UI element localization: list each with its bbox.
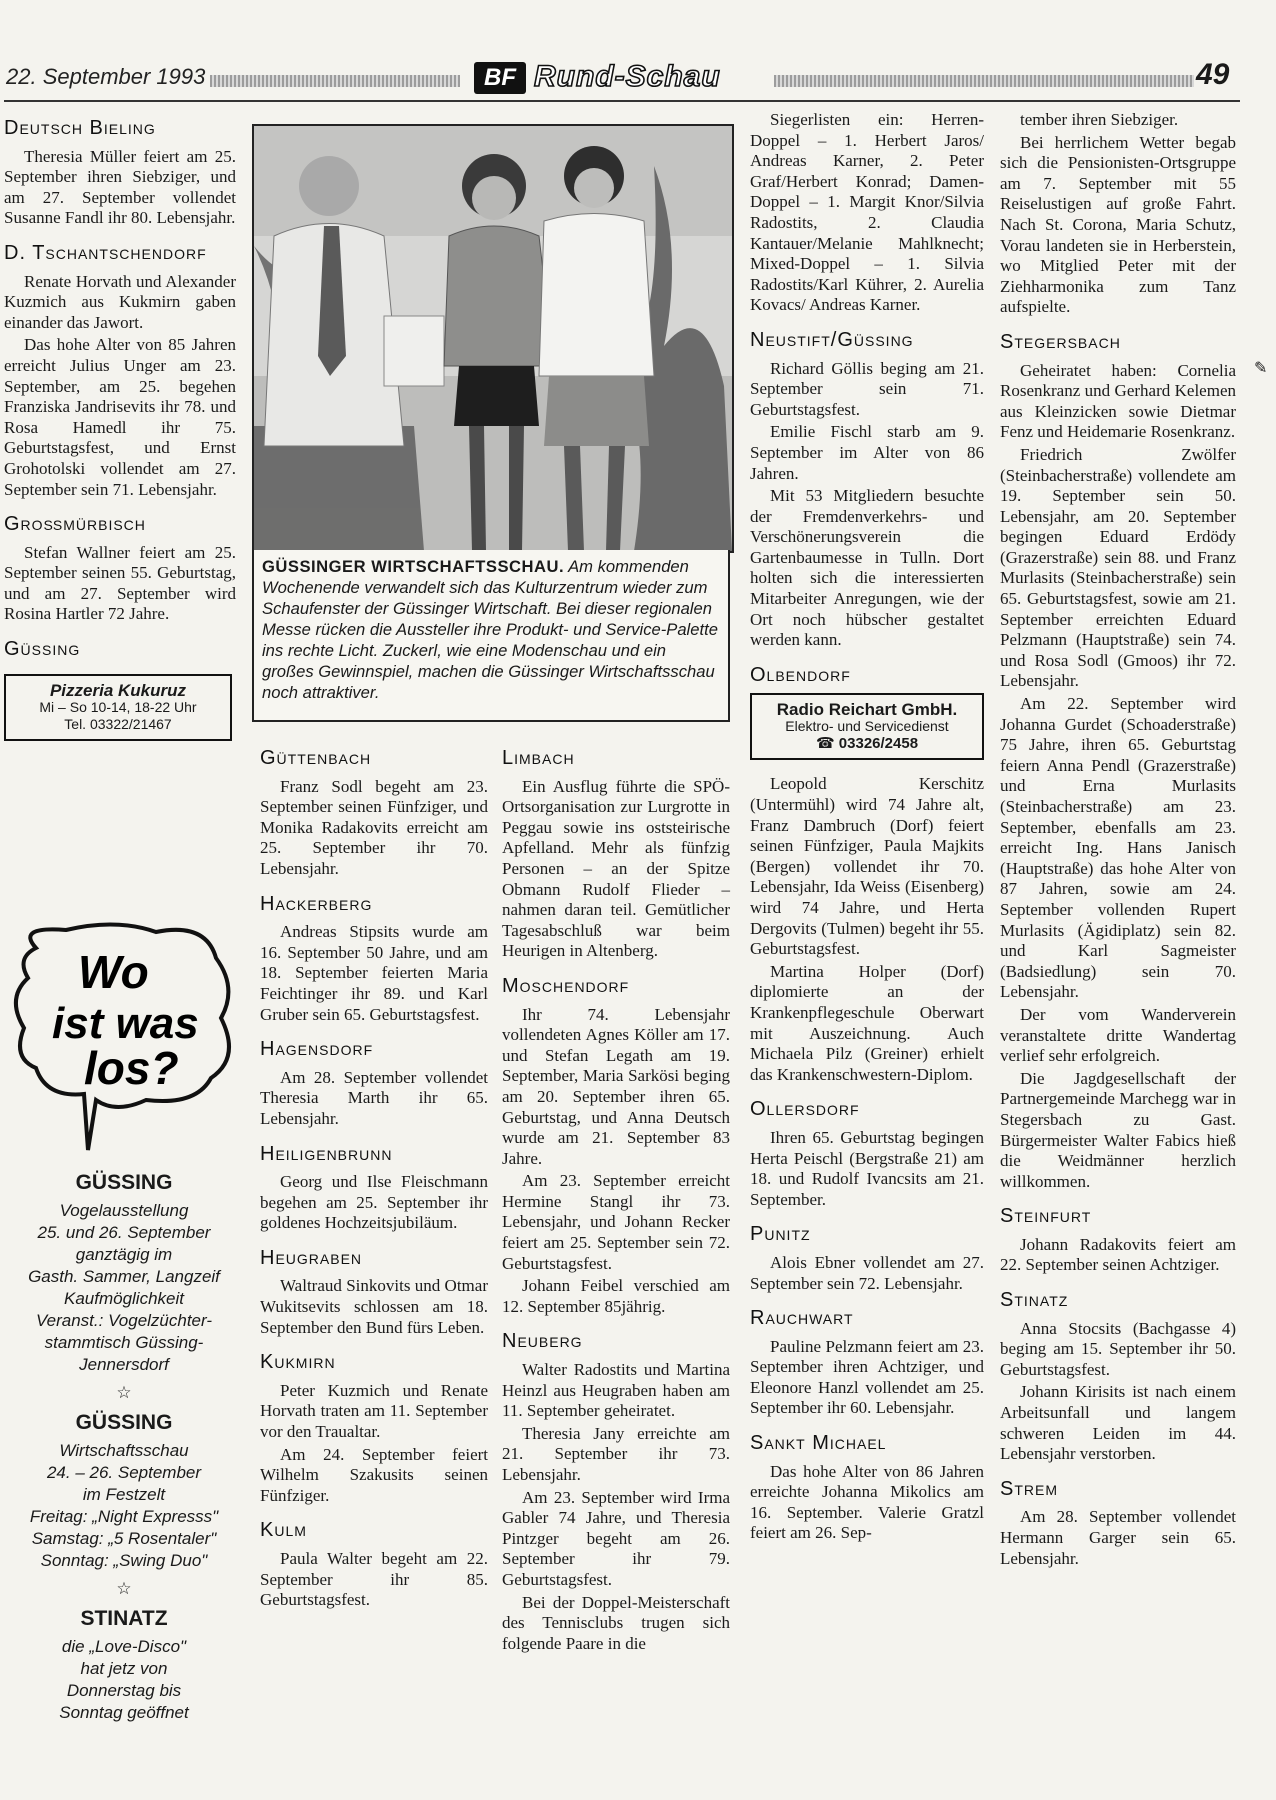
article-paragraph: tember ihren Siebziger. xyxy=(1020,110,1179,129)
ad-radio-service: Elektro- und Servicedienst xyxy=(785,718,949,735)
article-paragraph: Leopold Kerschitz (Untermühl) wird 74 Jahre alt, Franz Dambruch (Dorf) feiert seinen Fünfziger, Paula Majkits (Bergen) vollendet ihr 70. Lebensjahr, Ida Weiss (Eisenberg) wird 74 Jahre, und Herta Dergovits (Tulmen) begeht ihr 55. Geburtstagsfest. xyxy=(750,774,984,959)
event-line: Veranst.: Vogelzüchter- xyxy=(35,1311,213,1330)
section-heading: Punitz xyxy=(750,1223,811,1246)
column-4-articles xyxy=(502,748,730,1654)
column-6-articles xyxy=(1000,110,1236,1569)
events-list xyxy=(14,1164,234,1724)
section-heading: Limbach xyxy=(502,747,575,769)
article-paragraph: Friedrich Zwölfer (Steinbacherstraße) vollendete am 19. September sein 50. Lebensjahr, am 20. September begingen Eduard Erdödy (Grazerstraße) sein 88. und Franz Murlasits (Steinbacherstraße) sein 65. Geburtstagsfest, sowie am 21. September erreichten Eduard Pelzmann (Hauptstraße) sein 74. und Rosa Sodl (Gmoos) ihr 72. Lebensjahr. xyxy=(1000,444,1236,691)
section-heading: Strem xyxy=(1000,1477,1059,1500)
article-paragraph: Richard Göllis beging am 21. September sein 71. Geburtstagsfest. xyxy=(750,358,984,419)
article-paragraph: Andreas Stipsits wurde am 16. September 50 Jahre, und am 18. September feierten Maria Feichtinger ihr 89. und Karl Gruber sein 65. Geburtstagsfest. xyxy=(260,922,488,1024)
photo-caption xyxy=(252,550,730,722)
article-paragraph: Am 28. September vollendet Theresia Marth ihr 65. Lebensjahr. xyxy=(260,1067,488,1128)
event-line: Samstag: „5 Rosentaler" xyxy=(31,1529,217,1548)
article-paragraph: Ein Ausflug führte die SPÖ-Ortsorganisation zur Lurgrotte in Peggau sowie ins oststeirische Apfelland. Mehr als fünfzig Personen – an der Spitze Obmann Rudolf Flieder – nahmen daran teil. Gemütlicher Tagesabschluß war beim Heurigen in Altenberg. xyxy=(502,776,730,961)
ad-pizzeria-hours: Mi – So 10-14, 18-22 Uhr xyxy=(39,698,197,715)
article-paragraph: Am 28. September vollendet Hermann Garger sein 65. Lebensjahr. xyxy=(1000,1507,1236,1568)
article-paragraph: Alois Ebner vollendet am 27. September sein 72. Lebensjahr. xyxy=(750,1252,984,1293)
event-line: Sonntag: „Swing Duo" xyxy=(40,1551,208,1570)
column-3-articles xyxy=(260,748,488,1611)
section-heading: Hagensdorf xyxy=(260,1038,374,1061)
article-paragraph: Am 23. September wird Irma Gabler 74 Jahre, und Theresia Pintzger begeht am 26. September ihr 79. Geburtstagsfest. xyxy=(502,1487,730,1589)
section-heading: Moschendorf xyxy=(502,974,630,997)
event-line: Freitag: „Night Expresss" xyxy=(29,1507,219,1526)
column-1-articles xyxy=(4,118,236,660)
section-heading: Güssing xyxy=(4,638,81,661)
caption-text: Am kommenden Wochenende verwandelt sich das Kulturzentrum wieder zum Schaufenster der Güssinger Wirtschaft. Bei dieser regionalen Messe rücken die Aussteller ihre Produkt- und Service-Palette ins rechte Licht. Zuckerl, wie eine Modenschau und ein großes Gewinnspiel, machen die Güssinger Wirtschaftsschau noch attraktiver. xyxy=(262,557,718,702)
article-paragraph: Am 22. September wird Johanna Gurdet (Schoaderstraße) 75 Jahre, ihren 65. Geburtstag feiern Anna Pendl (Grazerstraße) und Erna Murlasits (Steinbacherstraße) am 23. September, ebenfalls am 23. erreicht Ing. Hans Janisch (Hauptstraße) das hohe Alter von 87 Jahren, sowie am 24. September vollenden Rupert Murlasits (Ägidiplatz) sein 82. und Karl Sagmeister (Badsiedlung) sein 70. Lebensjahr. xyxy=(1000,694,1236,1002)
section-heading: Olbendorf xyxy=(750,663,851,686)
event-line: die „Love-Disco" xyxy=(61,1637,187,1656)
column-6 xyxy=(1000,110,1236,1571)
section-heading: Sankt Michael xyxy=(750,1432,887,1455)
article-paragraph: Theresia Müller feiert am 25. September ihren Siebziger, und am 27. September vollendet Susanne Fandl ihr 80. Lebensjahr. xyxy=(4,146,236,228)
section-heading: Kulm xyxy=(260,1519,307,1542)
event-line: Jennersdorf xyxy=(79,1355,169,1374)
article-paragraph: Johann Feibel verschied am 12. September 85jährig. xyxy=(502,1276,730,1316)
article-paragraph: Johann Radakovits feiert am 22. September seinen Achtziger. xyxy=(1000,1234,1236,1275)
column-5-articles-continued xyxy=(750,774,984,1544)
los-text: los? xyxy=(84,1042,179,1094)
article-paragraph: Ihren 65. Geburtstag begingen Herta Peischl (Bergstraße 21) am 18. und Rudolf Ivancsits am 21. September. xyxy=(750,1127,984,1209)
event-line: Wirtschaftsschau xyxy=(59,1441,189,1460)
section-heading: Steinfurt xyxy=(1000,1205,1092,1228)
article-paragraph: Emilie Fischl starb am 9. September im Alter von 86 Jahren. xyxy=(750,422,984,483)
section-heading: Kukmirn xyxy=(260,1351,336,1374)
margin-mark-icon: ✎ xyxy=(1254,360,1268,377)
event-line: ganztägig im xyxy=(75,1245,173,1264)
event-line: Sonntag geöffnet xyxy=(59,1703,189,1722)
article-paragraph: Am 23. September erreicht Hermine Stangl ihr 73. Lebensjahr, und Johann Recker feiert am 25. September sein 72. Geburtstagsfest. xyxy=(502,1171,730,1273)
event-line: im Festzelt xyxy=(82,1485,166,1504)
section-heading: Güttenbach xyxy=(260,747,372,769)
article-paragraph: Peter Kuzmich und Renate Horvath traten am 11. September vor den Traualtar. xyxy=(260,1380,488,1442)
column-5-articles xyxy=(750,110,984,685)
caption-title: GÜSSINGER WIRTSCHAFTSSCHAU. xyxy=(262,557,565,576)
article-paragraph: Stefan Wallner feiert am 25. September seinen 55. Geburtstag, und am 27. September wird Rosina Hartler 72 Jahre. xyxy=(4,542,236,624)
event-line: 24. – 26. September xyxy=(46,1463,202,1482)
section-heading: Neuberg xyxy=(502,1330,583,1353)
article-paragraph: Das hohe Alter von 86 Jahren erreichte Johanna Mikolics am 16. September. Valerie Gratzl feiert am 26. Sep- xyxy=(750,1461,984,1543)
wo-ist-was-los-bubble xyxy=(6,918,236,1158)
event-line: stammtisch Güssing- xyxy=(44,1333,204,1352)
ad-pizzeria-name: Pizzeria Kukuruz xyxy=(49,680,187,700)
article-paragraph: Martina Holper (Dorf) diplomierte an der Krankenpflegeschule Oberwart mit Auszeichnung. Auch Michaela Pilz (Greiner) erhielt das Krankenschwestern-Diplom. xyxy=(750,961,984,1084)
header-rule-left xyxy=(210,75,460,87)
column-1 xyxy=(4,110,236,741)
ist-was-text: ist was xyxy=(52,999,199,1048)
ad-radio-name: Radio Reichart GmbH. xyxy=(776,700,958,720)
section-heading: Hackerberg xyxy=(260,892,373,915)
star-separator-icon: ☆ xyxy=(116,1383,132,1402)
ad-radio-phone: ☎ 03326/2458 xyxy=(815,735,919,753)
article-paragraph: Anna Stocsits (Bachgasse 4) beging am 15. September ihr 50. Geburtstagsfest. xyxy=(1000,1318,1236,1379)
article-paragraph: Geheiratet haben: Cornelia Rosenkranz und Gerhard Kelemen aus Kleinzicken sowie Dietmar Fenz und Heidemarie Rosenkranz. xyxy=(1000,360,1236,442)
page-header xyxy=(4,58,1240,98)
wo-text: Wo xyxy=(78,946,149,998)
article-paragraph: Das hohe Alter von 85 Jahren erreicht Julius Unger am 23. September, am 25. begehen Franziska Jandrisevits ihr 78. und Rosa Hamedl ihr 75. Geburtstagsfest, und Ernst Grohotolski vollendet am 27. September sein 71. Lebensjahr. xyxy=(4,335,236,499)
event-town: GÜSSING xyxy=(75,1171,173,1194)
ad-pizzeria-phone: Tel. 03322/21467 xyxy=(64,715,172,732)
article-paragraph: Georg und Ilse Fleischmann begehen am 25. September ihr goldenes Hochzeitsjubiläum. xyxy=(260,1172,488,1233)
section-heading: Heugraben xyxy=(260,1246,363,1269)
event-line: Gasth. Sammer, Langzeif xyxy=(28,1267,220,1286)
article-paragraph: Johann Kirisits ist nach einem Arbeitsunfall und langem schweren Leiden im 44. Lebensjahr verstorben. xyxy=(1000,1382,1236,1464)
article-paragraph: Bei der Doppel-Meisterschaft des Tennisclubs trugen sich folgende Paare in die xyxy=(502,1592,730,1653)
column-3 xyxy=(260,740,488,1613)
ad-radio-reichart xyxy=(750,693,984,760)
article-paragraph: Ihr 74. Lebensjahr vollendeten Agnes Köller am 17. und Stefan Legath am 19. September, Maria Sarkösi beging am 20. September ihren 65. Geburtstag, und Anna Deutsch wurde am 21. September 83 Jahre. xyxy=(502,1004,730,1168)
section-heading: Heiligenbrunn xyxy=(260,1142,393,1165)
article-paragraph: Pauline Pelzmann feiert am 23. September ihren Achtziger, und Eleonore Hanzl vollendet am 25. September ihr 60. Lebensjahr. xyxy=(750,1336,984,1418)
article-paragraph: Walter Radostits und Martina Heinzl aus Heugraben haben am 11. September geheiratet. xyxy=(502,1360,730,1421)
event-line: 25. und 26. September xyxy=(37,1223,211,1242)
brand-logo: Rund-Schau xyxy=(534,60,721,93)
section-heading: Großmürbisch xyxy=(4,513,146,536)
column-4 xyxy=(502,740,730,1656)
article-paragraph: Waltraud Sinkovits und Otmar Wukitsevits schlossen am 18. September den Bund fürs Leben. xyxy=(260,1276,488,1337)
section-heading: Ollersdorf xyxy=(750,1098,860,1121)
article-paragraph: Theresia Jany erreichte am 21. September ihr 73. Lebensjahr. xyxy=(502,1423,730,1484)
article-paragraph: Siegerlisten ein: Herren-Doppel – 1. Herbert Jaros/ Andreas Karner, 2. Peter Graf/Herbert Konrad; Damen-Doppel – 1. Margit Knor/Silvia Radostits, 2. Claudia Kantauer/Melanie Mahlknecht; Mixed-Doppel – 1. Silvia Radostits/Karl Kührer, 2. Aurelia Kovacs/ Andreas Karner. xyxy=(750,110,984,315)
issue-date: 22. September 1993 xyxy=(6,64,206,89)
ad-pizzeria xyxy=(4,674,232,741)
section-heading: Deutsch Bieling xyxy=(4,117,156,139)
event-town: GÜSSING xyxy=(75,1411,173,1434)
article-paragraph: Die Jagdgesellschaft der Partnergemeinde Marchegg war in Stegersbach zu Gast. Bürgermeister Walter Fabics hieß die Weidmänner herzlich willkommen. xyxy=(1000,1068,1236,1191)
article-paragraph: Franz Sodl begeht am 23. September seinen Fünfziger, und Monika Radakovits erreicht am 25. September ihr 70. Lebensjahr. xyxy=(260,776,488,878)
event-town: STINATZ xyxy=(80,1607,168,1630)
header-divider xyxy=(4,100,1240,102)
article-paragraph: Mit 53 Mitgliedern besuchte der Fremdenverkehrs- und Verschönerungsverein die Gartenbaumesse in Tulln. Dort holten sich die interessierten Mitarbeiter Anregungen, wie der Ort noch hübscher gestaltet werden kann. xyxy=(750,486,984,650)
section-heading: Stegersbach xyxy=(1000,330,1121,353)
header-rule-right xyxy=(774,75,1194,87)
star-separator-icon: ☆ xyxy=(116,1579,132,1598)
brand-badge: BF xyxy=(474,62,526,94)
event-line: Vogelausstellung xyxy=(59,1201,189,1220)
page-number: 49 xyxy=(1196,58,1230,91)
article-paragraph: Renate Horvath und Alexander Kuzmich aus Kukmirn gaben einander das Jawort. xyxy=(4,271,236,332)
article-paragraph: Paula Walter begeht am 22. September ihr 85. Geburtstagsfest. xyxy=(260,1549,488,1610)
event-line: Kaufmöglichkeit xyxy=(63,1289,184,1308)
article-paragraph: Der vom Wanderverein veranstaltete dritte Wandertag verlief sehr erfolgreich. xyxy=(1000,1004,1236,1066)
section-heading: Neustift/Güssing xyxy=(750,328,914,351)
column-5 xyxy=(750,110,984,1546)
photo-fair-exhibitors xyxy=(252,124,734,553)
section-heading: D. Tschantschendorf xyxy=(4,241,207,264)
event-line: Donnerstag bis xyxy=(66,1681,182,1700)
article-paragraph: Am 24. September feiert Wilhelm Szakusits seinen Fünfziger. xyxy=(260,1444,488,1505)
event-line: hat jetz von xyxy=(80,1659,168,1678)
section-heading: Rauchwart xyxy=(750,1307,854,1330)
section-heading: Stinatz xyxy=(1000,1289,1069,1312)
article-paragraph: Bei herrlichem Wetter begab sich die Pensionisten-Ortsgruppe am 7. September mit 55 Reiselustigen auf große Fahrt. Nach St. Corona, Maria Schutz, Vorau landeten sie in Herberstein, wo Mitglied Peter mit der Ziehharmonika zum Tanz aufspielte. xyxy=(1000,132,1236,317)
